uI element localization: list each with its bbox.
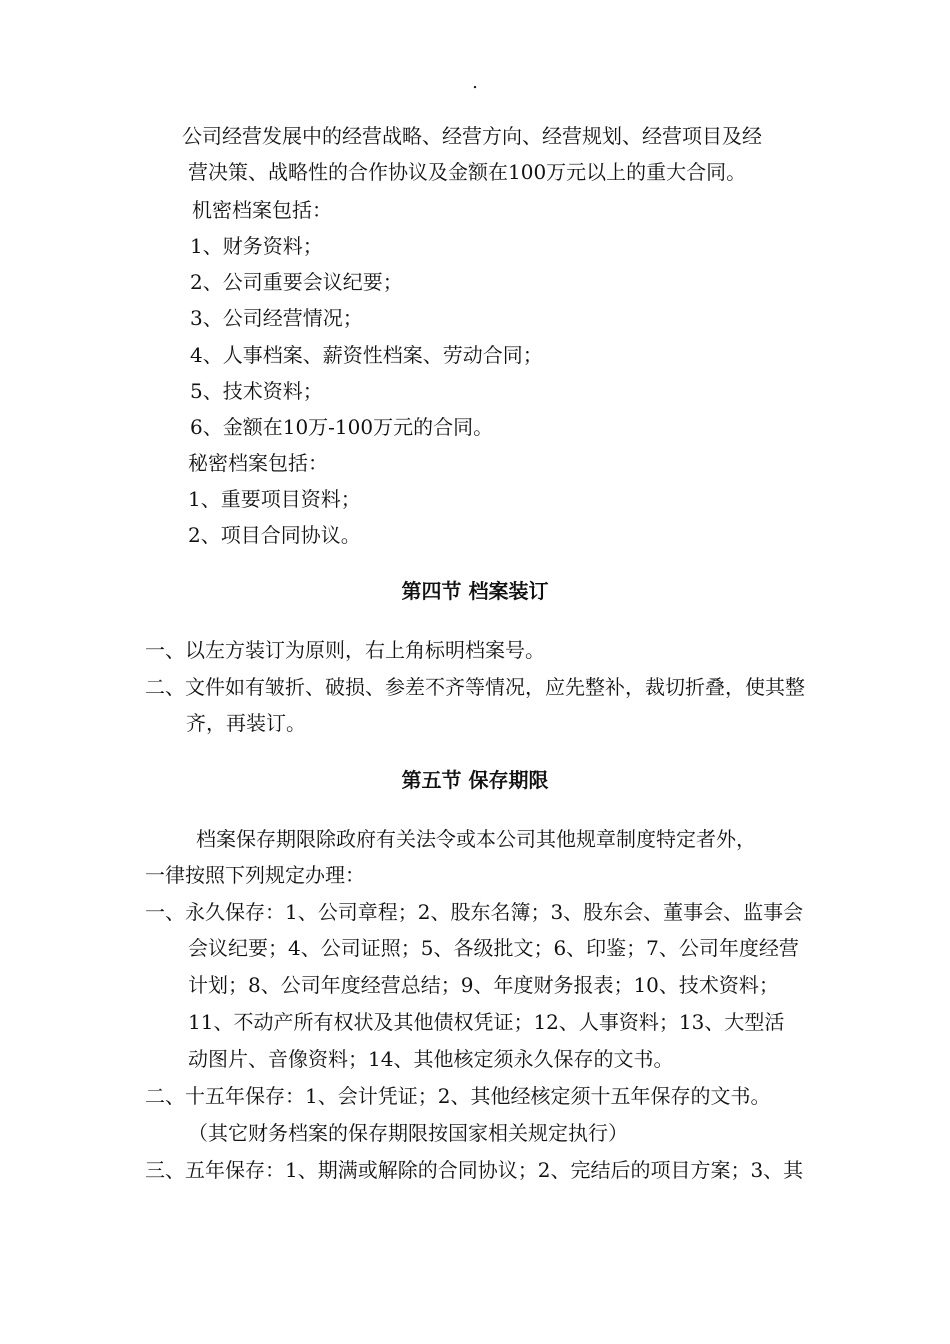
- confidential-item-5: 5、技术资料；: [190, 379, 323, 403]
- section4-item-1: 一、以左方装订为原则，右上角标明档案号。: [145, 638, 545, 662]
- section5-intro-line-2: 一律按照下列规定办理：: [145, 863, 365, 887]
- secret-title: 秘密档案包括：: [188, 451, 328, 475]
- header-dot: .: [472, 72, 478, 93]
- intro-line-2: 营决策、战略性的合作协议及金额在100万元以上的重大合同。: [188, 160, 747, 184]
- secret-item-1: 1、重要项目资料；: [188, 487, 361, 511]
- permanent-line-5: 动图片、音像资料；14、其他核定须永久保存的文书。: [188, 1047, 674, 1071]
- permanent-line-1: 一、永久保存：1、公司章程；2、股东名簿；3、股东会、董事会、监事会: [145, 900, 804, 924]
- confidential-item-1: 1、财务资料；: [190, 234, 323, 258]
- permanent-line-4: 11、不动产所有权状及其他债权凭证；12、人事资料；13、大型活: [188, 1010, 785, 1034]
- section4-item-2-line-2: 齐，再装订。: [186, 711, 306, 735]
- confidential-item-6: 6、金额在10万-100万元的合同。: [190, 415, 494, 439]
- intro-line-1: 公司经营发展中的经营战略、经营方向、经营规划、经营项目及经: [182, 124, 762, 148]
- permanent-line-3: 计划；8、公司年度经营总结；9、年度财务报表；10、技术资料；: [188, 973, 779, 997]
- section4-item-2-line-1: 二、文件如有皱折、破损、参差不齐等情况，应先整补，裁切折叠，使其整: [145, 675, 805, 699]
- secret-item-2: 2、项目合同协议。: [188, 523, 361, 547]
- fifteen-year-line-2: （其它财务档案的保存期限按国家相关规定执行）: [188, 1121, 628, 1145]
- confidential-item-3: 3、公司经营情况；: [190, 306, 363, 330]
- confidential-title: 机密档案包括：: [192, 198, 332, 222]
- section5-heading: 第五节 保存期限: [401, 768, 549, 792]
- permanent-line-2: 会议纪要；4、公司证照；5、各级批文；6、印鉴；7、公司年度经营: [188, 936, 799, 960]
- confidential-item-2: 2、公司重要会议纪要；: [190, 270, 403, 294]
- section5-intro-line-1: 档案保存期限除政府有关法令或本公司其他规章制度特定者外，: [196, 827, 756, 851]
- section4-heading: 第四节 档案装订: [401, 579, 549, 603]
- fifteen-year-line-1: 二、十五年保存：1、会计凭证；2、其他经核定须十五年保存的文书。: [145, 1084, 771, 1108]
- confidential-item-4: 4、人事档案、薪资性档案、劳动合同；: [190, 343, 543, 367]
- five-year-line-1: 三、五年保存：1、期满或解除的合同协议；2、完结后的项目方案；3、其: [145, 1158, 804, 1182]
